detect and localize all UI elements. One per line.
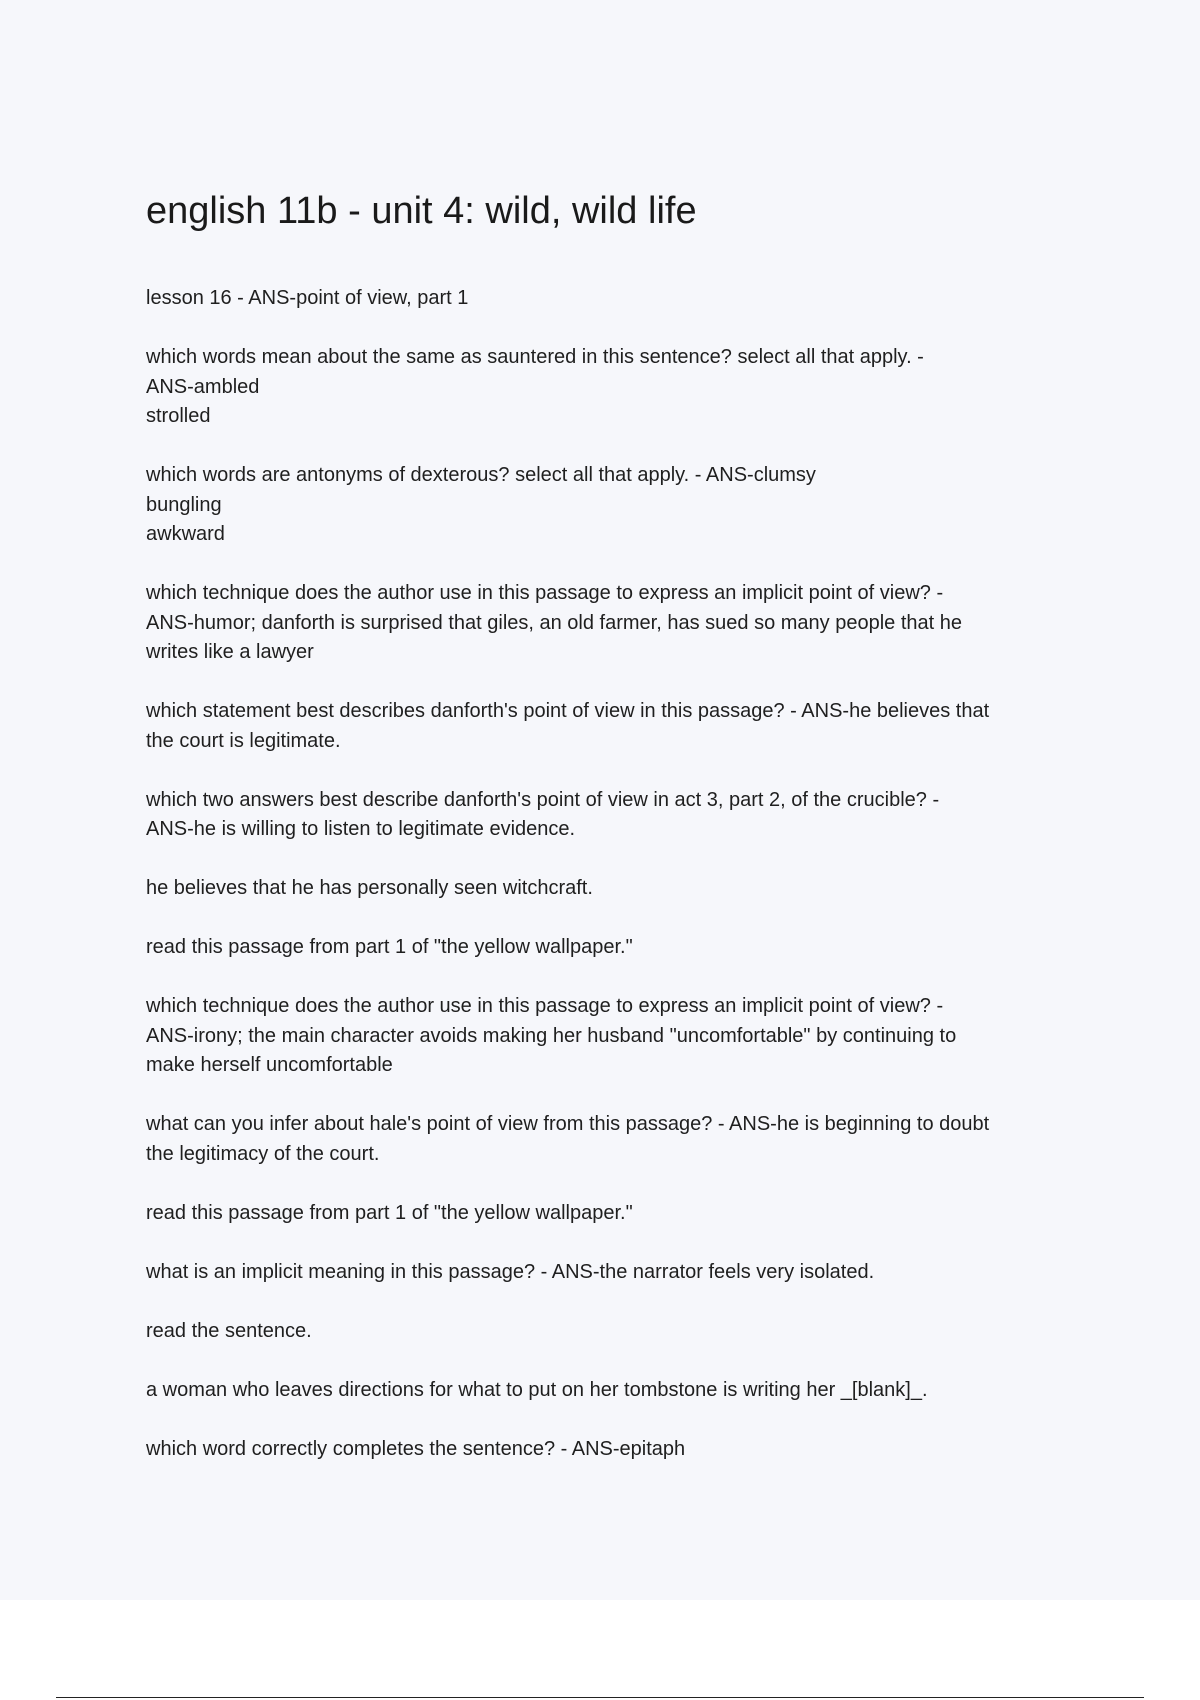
paragraph-10: what can you infer about hale's point of view from this passage? - ANS-he is beginning to doubt the legitimacy of the court. bbox=[146, 1113, 990, 1165]
paragraph-6: which two answers best describe danforth's point of view in act 3, part 2, of the crucible? - ANS-he is willing to listen to legitimate evidence. bbox=[146, 788, 940, 840]
footer-divider bbox=[56, 1697, 1144, 1698]
paragraph-4: which technique does the author use in this passage to express an implicit point of view? - ANS-humor; danforth is surprised that giles, an old farmer, has sued so many people that he writes like a lawyer bbox=[146, 582, 962, 663]
paragraph-9: which technique does the author use in this passage to express an implicit point of view? - ANS-irony; the main character avoids making her husband "uncomfortable" by continuing to make herself uncomfortable bbox=[146, 995, 957, 1076]
paragraph-12: what is an implicit meaning in this passage? - ANS-the narrator feels very isolated. bbox=[146, 1260, 875, 1283]
paragraph-2: which words mean about the same as sauntered in this sentence? select all that apply. - ANS-ambled strolled bbox=[146, 346, 924, 427]
document-title: english 11b - unit 4: wild, wild life bbox=[146, 190, 697, 232]
paragraph-7: he believes that he has personally seen witchcraft. bbox=[146, 877, 593, 899]
paragraph-5: which statement best describes danforth's point of view in this passage? - ANS-he believes that the court is legitimate. bbox=[146, 700, 990, 752]
paragraph-3: which words are antonyms of dexterous? select all that apply. - ANS-clumsy bungling awkward bbox=[146, 464, 816, 545]
paragraph-14: a woman who leaves directions for what to put on her tombstone is writing her _[blank]_. bbox=[146, 1378, 928, 1401]
paragraph-1: lesson 16 - ANS-point of view, part 1 bbox=[146, 287, 469, 309]
paragraph-13: read the sentence. bbox=[146, 1319, 312, 1342]
paragraph-11: read this passage from part 1 of "the yellow wallpaper." bbox=[146, 1201, 633, 1224]
paragraph-15: which word correctly completes the sentence? - ANS-epitaph bbox=[146, 1437, 686, 1460]
document-content bbox=[146, 183, 1096, 1494]
paragraph-8: read this passage from part 1 of "the yellow wallpaper." bbox=[146, 936, 633, 958]
